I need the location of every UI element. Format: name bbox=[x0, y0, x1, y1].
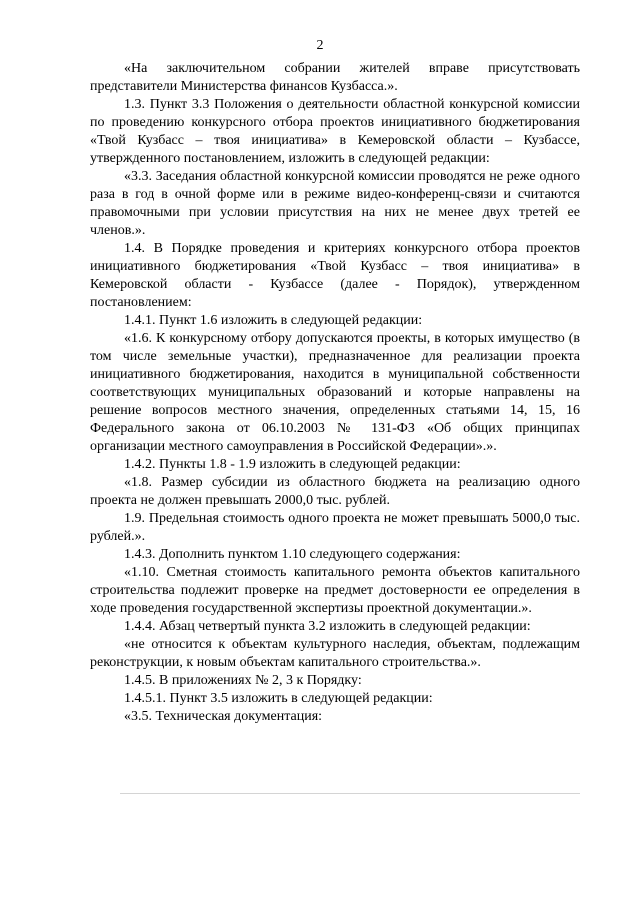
paragraph-item-1-4-3: 1.4.3. Дополнить пунктом 1.10 следующего содержания: bbox=[124, 547, 461, 562]
paragraph-item-1-4-5-1: 1.4.5.1. Пункт 3.5 изложить в следующей редакции: bbox=[124, 691, 433, 706]
document-body bbox=[90, 60, 580, 726]
paragraph-quote-1-10: «1.10. Сметная стоимость капитального ремонта объектов капитального строительства подлежит проверке на предмет достоверности ее определения в ходе проведения государственной экспертизы проектной документации.». bbox=[90, 565, 580, 616]
page-number: 2 bbox=[316, 38, 324, 53]
paragraph-item-1-4-5: 1.4.5. В приложениях № 2, 3 к Порядку: bbox=[124, 673, 362, 688]
paragraph-quote-3-5: «3.5. Техническая документация: bbox=[124, 709, 323, 724]
paragraph-item-1-4-4: 1.4.4. Абзац четвертый пункта 3.2 изложить в следующей редакции: bbox=[124, 619, 531, 634]
paragraph-quote-3-2-abzac: «не относится к объектам культурного наследия, объектам, подлежащим реконструкции, к новым объектам капитального строительства.». bbox=[90, 637, 580, 670]
paragraph-item-1-4: 1.4. В Порядке проведения и критериях конкурсного отбора проектов инициативного бюджетирования «Твой Кузбасс – твоя инициатива» в Кемеровской области - Кузбассе (далее - Порядок), утвержденном постановлением: bbox=[90, 241, 580, 310]
footer-divider bbox=[120, 793, 580, 794]
paragraph-quote-1-8: «1.8. Размер субсидии из областного бюджета на реализацию одного проекта не должен превышать 2000,0 тыс. рублей. bbox=[90, 475, 580, 508]
paragraph-item-1-3: 1.3. Пункт 3.3 Положения о деятельности областной конкурсной комиссии по проведению конкурсного отбора проектов инициативного бюджетирования «Твой Кузбасс – твоя инициатива» в Кемеровской области – Кузбассе, утвержденного постановлением, изложить в следующей редакции: bbox=[90, 97, 580, 166]
paragraph-item-1-4-1: 1.4.1. Пункт 1.6 изложить в следующей редакции: bbox=[124, 313, 423, 328]
paragraph-item-1-4-2: 1.4.2. Пункты 1.8 - 1.9 изложить в следующей редакции: bbox=[124, 457, 461, 472]
paragraph-meeting-attendance: «На заключительном собрании жителей вправе присутствовать представители Министерства финансов Кузбасса.». bbox=[90, 61, 580, 94]
paragraph-quote-1-9: 1.9. Предельная стоимость одного проекта не может превышать 5000,0 тыс. рублей.». bbox=[90, 511, 580, 544]
paragraph-quote-1-6: «1.6. К конкурсному отбору допускаются проекты, в которых имущество (в том числе земельные участки), предназначенное для реализации проекта инициативного бюджетирования, находится в муниципальной собственности соответствующих муниципальных образований и которые направлены на решение вопросов местного значения, определенных статьями 14, 15, 16 Федерального закона от 06.10.2003 № 131-ФЗ «Об общих принципах организации местного самоуправления в Российской Федерации».». bbox=[90, 331, 580, 454]
paragraph-quote-3-3: «3.3. Заседания областной конкурсной комиссии проводятся не реже одного раза в год в очной форме или в режиме видео-конференц-связи и считаются правомочными при условии присутствия на них не менее двух третей ее членов.». bbox=[90, 169, 580, 238]
